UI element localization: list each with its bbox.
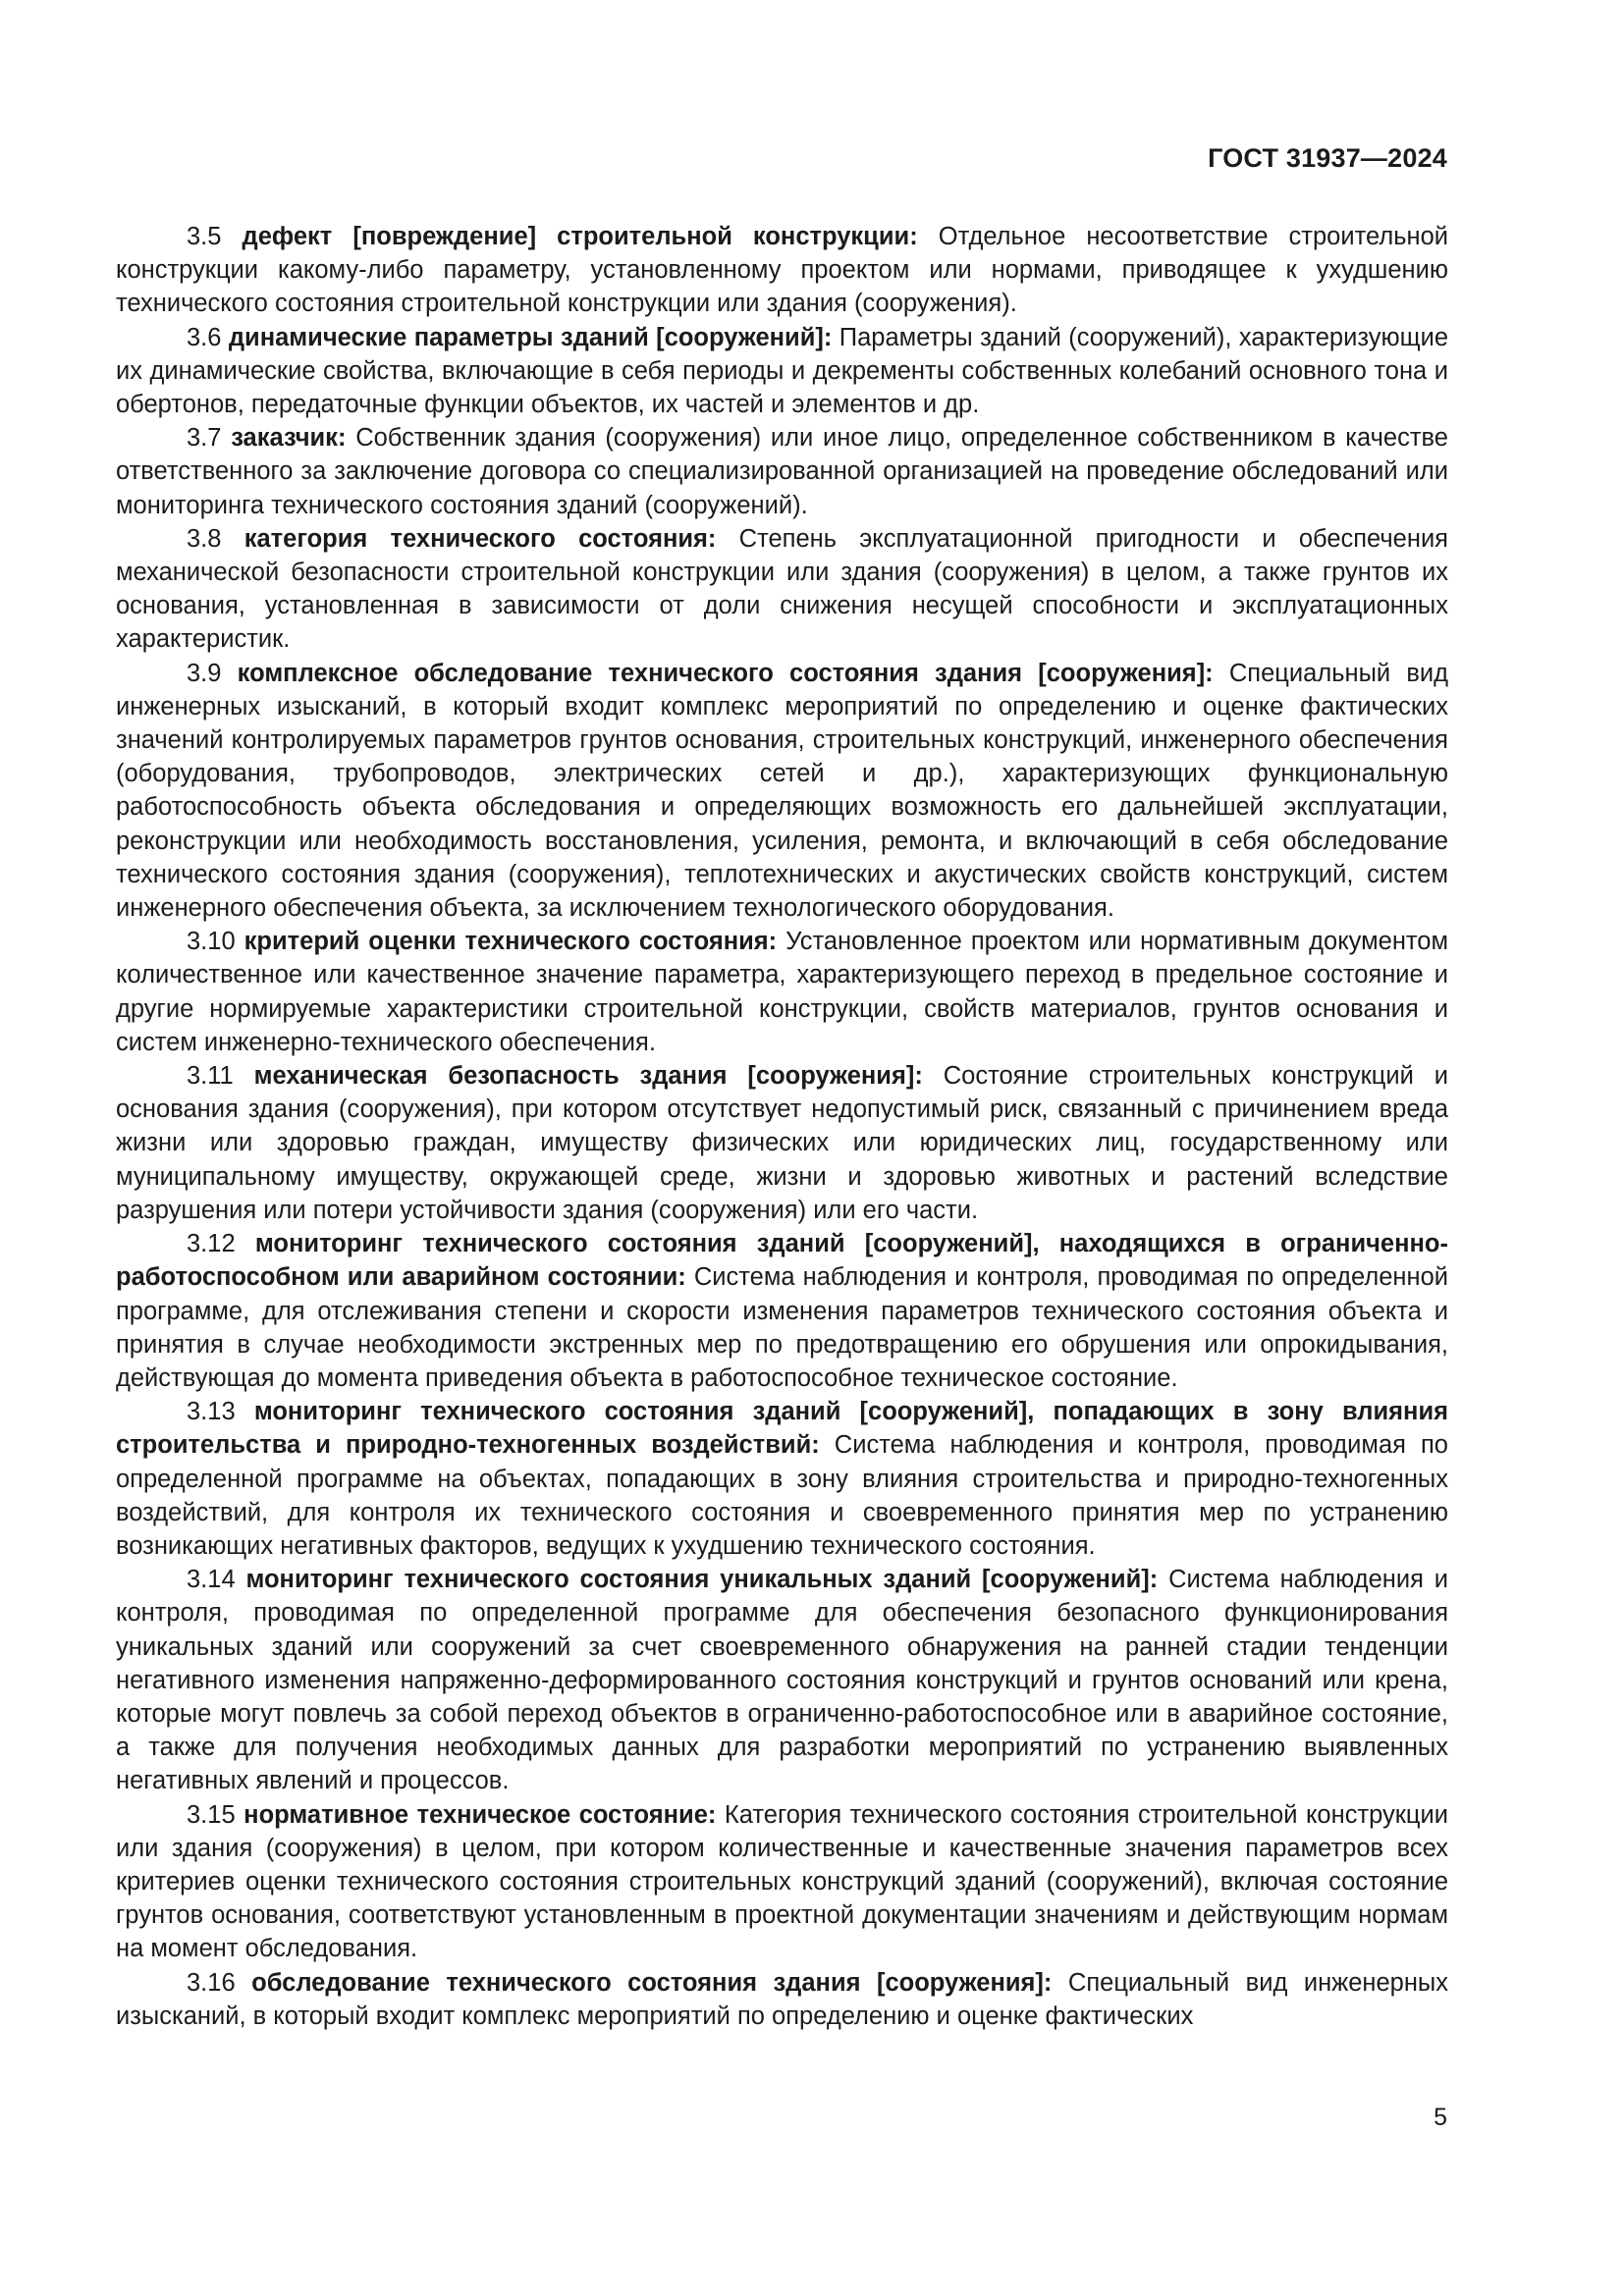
term-name: динамические параметры зданий [сооружений]: <box>228 323 833 351</box>
term-number: 3.6 <box>187 323 222 351</box>
term-number: 3.12 <box>187 1230 236 1258</box>
term-name: мониторинг технического состояния уникальных зданий [сооружений]: <box>245 1566 1159 1594</box>
term-3-9 <box>116 657 1448 926</box>
term-definition: Параметры зданий (сооружений), характеризующие их динамические свойства, включающие в себя периоды и декременты собственных колебаний основного тона и обертонов, передаточные функции объектов, их частей и элементов и др. <box>116 323 1449 419</box>
term-definition: Состояние строительных конструкций и основания здания (сооружения), при котором отсутствует недопустимый риск, связанный с причинением вреда жизни или здоровью граждан, имуществу физических или юридических лиц, государственному или муниципальному имуществу, окружающей среде, жизни и здоровью животных и растений вследствие разрушения или потери устойчивости здания (сооружения) или его части. <box>116 1062 1448 1224</box>
term-name: категория технического состояния: <box>244 524 717 553</box>
term-number: 3.9 <box>187 659 222 687</box>
term-3-15 <box>116 1798 1448 1966</box>
term-definition: Отдельное несоответствие строительной конструкции какому-либо параметру, установленному проектом или нормами, приводящее к ухудшению технического состояния строительной конструкции или здания (сооружения). <box>116 223 1448 318</box>
term-number: 3.10 <box>187 928 236 956</box>
term-number: 3.15 <box>187 1800 236 1829</box>
term-definition: Специальный вид инженерных изысканий, в который входит комплекс мероприятий по определению и оценке фактических значений контролируемых параметров грунтов основания, строительных конструкций, инженерного обеспечения (оборудования, трубопроводов, электрических сетей и др.), характеризующих функциональную работоспособность объекта обследования и определяющих возможность его дальнейшей эксплуатации, реконструкции или необходимость восстановления, усиления, ремонта, и включающий в себя обследование технического состояния здания (сооружения), теплотехнических и акустических свойств конструкций, систем инженерного обеспечения объекта, за исключением технологического оборудования. <box>116 659 1449 923</box>
term-number: 3.7 <box>187 424 222 453</box>
term-name: критерий оценки технического состояния: <box>244 928 778 956</box>
term-definition: Степень эксплуатационной пригодности и обеспечения механической безопасности строительной конструкции или здания (сооружения) в целом, а также грунтов их основания, установленная в зависимости от доли снижения несущей способности и эксплуатационных характеристик. <box>116 524 1448 654</box>
term-3-8 <box>116 522 1448 657</box>
term-number: 3.14 <box>187 1566 236 1594</box>
term-3-11 <box>116 1059 1448 1227</box>
term-3-7 <box>116 421 1448 522</box>
term-3-6 <box>116 321 1448 422</box>
term-number: 3.11 <box>187 1062 234 1091</box>
term-number: 3.8 <box>187 524 222 553</box>
term-name: комплексное обследование технического состояния здания [сооружения]: <box>237 659 1214 687</box>
term-definition: Собственник здания (сооружения) или иное лицо, определенное собственником в качестве ответственного за заключение договора со специализированной организацией на проведение обследований или мониторинга технического состояния зданий (сооружений). <box>116 424 1448 519</box>
term-name: нормативное техническое состояние: <box>244 1800 717 1829</box>
term-definition: Категория технического состояния строительной конструкции или здания (сооружения) в целом, при котором количественные и качественные значения параметров всех критериев оценки технического состояния строительных конструкций зданий (сооружений), включая состояние грунтов основания, соответствуют установленным в проектной документации значениям и действующим нормам на момент обследования. <box>116 1800 1449 1963</box>
terms-section <box>116 220 1448 2033</box>
term-3-13 <box>116 1395 1448 1563</box>
term-name: мониторинг технического состояния зданий [сооружений], находящихся в ограниченно-работоспособном или аварийном состоянии: <box>116 1230 1448 1292</box>
term-name: дефект [повреждение] строительной конструкции: <box>242 223 918 250</box>
term-3-5 <box>116 220 1448 321</box>
term-3-14 <box>116 1563 1448 1797</box>
document-id-header: ГОСТ 31937—2024 <box>1208 143 1447 173</box>
term-definition: Система наблюдения и контроля, проводимая по определенной программе на объектах, попадающих в зону влияния строительства и природно-техногенных воздействий, для контроля их технического состояния и своевременного принятия мер по устранению возникающих негативных факторов, ведущих к ухудшению технического состояния. <box>116 1431 1448 1560</box>
term-name: механическая безопасность здания [сооружения]: <box>253 1062 923 1091</box>
term-name: обследование технического состояния здания [сооружения]: <box>251 1968 1053 1997</box>
term-3-12 <box>116 1227 1448 1395</box>
term-name: заказчик: <box>231 424 347 453</box>
term-3-16 <box>116 1966 1448 2033</box>
term-number: 3.13 <box>187 1398 236 1426</box>
term-definition: Специальный вид инженерных изысканий, в который входит комплекс мероприятий по определению и оценке фактических <box>116 1968 1448 2030</box>
term-definition: Система наблюдения и контроля, проводимая по определенной программе для обеспечения безопасного функционирования уникальных зданий или сооружений за счет своевременного обнаружения на ранней стадии тенденции негативного изменения напряженно-деформированного состояния конструкций и грунтов оснований или крена, которые могут повлечь за собой переход объектов в ограниченно-работоспособное или в аварийное состояние, а также для получения необходимых данных для разработки мероприятий по устранению выявленных негативных явлений и процессов. <box>116 1566 1448 1795</box>
term-definition: Установленное проектом или нормативным документом количественное или качественное значение параметра, характеризующего переход в предельное состояние и другие нормируемые характеристики строительной конструкции, свойств материалов, грунтов основания и систем инженерно-технического обеспечения. <box>116 928 1449 1056</box>
term-3-10 <box>116 925 1448 1059</box>
term-number: 3.16 <box>187 1968 236 1997</box>
term-definition: Система наблюдения и контроля, проводимая по определенной программе, для отслеживания степени и скорости изменения параметров технического состояния объекта и принятия в случае необходимости экстренных мер по предотвращению его обрушения или опрокидывания, действующая до момента приведения объекта в работоспособное техническое состояние. <box>116 1263 1449 1392</box>
term-name: мониторинг технического состояния зданий [сооружений], попадающих в зону влияния строительства и природно-техногенных воздействий: <box>116 1398 1449 1460</box>
page-number: 5 <box>1434 2104 1447 2131</box>
term-number: 3.5 <box>187 223 222 250</box>
